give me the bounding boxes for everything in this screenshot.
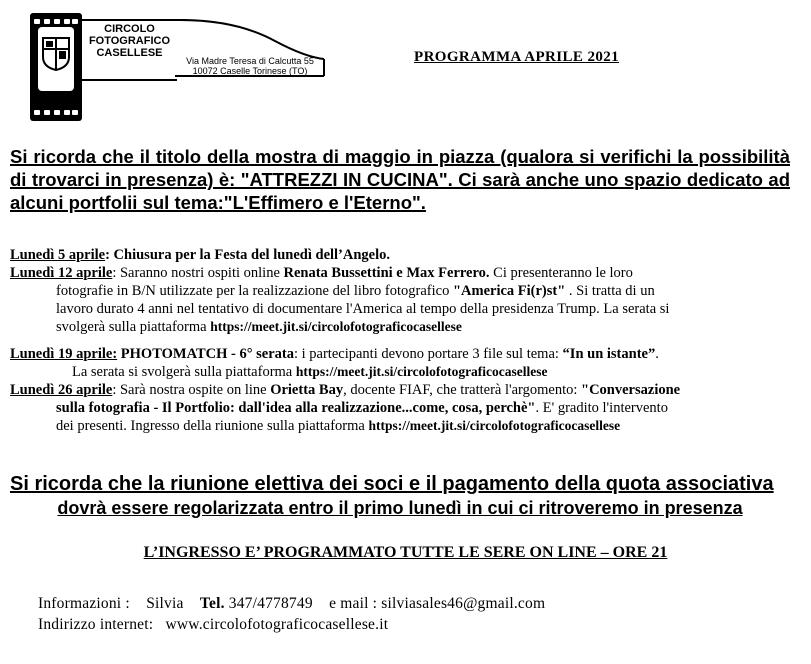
coat-of-arms-icon: [38, 27, 74, 91]
event-title: PHOTOMATCH - 6° serata: [120, 346, 294, 362]
event-topic: "Conversazione: [581, 382, 681, 398]
logo-club-name: CIRCOLO FOTOGRAFICO CASELLESE: [88, 23, 171, 59]
contact-web-row: [38, 616, 388, 634]
meeting-link[interactable]: https://meet.jit.si/circolofotograficocasellese: [368, 418, 621, 433]
mostra-notice: [10, 145, 790, 214]
event-apr-19: Lunedì 19 aprile: PHOTOMATCH - 6° serata: i partecipanti devono portare 3 file sul tema: “In un istante”. La serata si svolgerà sulla piattaforma https://meet.jit.si/circolofotograficocasellese: [10, 346, 659, 380]
riunione-notice-line2: dovrà essere regolarizzata entro il primo lunedì in cui ci ritroveremo in presenza: [57, 498, 743, 518]
info-label: Informazioni :: [38, 595, 130, 612]
event-guests: Renata Bussettini e Max Ferrero.: [283, 265, 490, 281]
ingresso-notice: L’INGRESSO E’ PROGRAMMATO TUTTE LE SERE ON LINE – ORE 21: [143, 544, 668, 561]
event-guest: Orietta Bay: [270, 382, 344, 398]
contact-info-row: [38, 595, 545, 613]
meeting-link[interactable]: https://meet.jit.si/circolofotograficocasellese: [210, 319, 462, 334]
email-label: e mail :: [329, 595, 378, 612]
event-day: Lunedì 26 aprile: [10, 382, 113, 398]
event-day: Lunedì 12 aprile: [10, 265, 113, 281]
event-text: Chiusura per la Festa del lunedì dell’Angelo.: [113, 247, 391, 263]
web-label: Indirizzo internet:: [38, 616, 154, 633]
event-apr-12: Lunedì 12 aprile: Saranno nostri ospiti online Renata Bussettini e Max Ferrero. Ci presenteranno le loro fotografie in B/N utilizzate per la realizzazione del libro fotografico "America Fi(r)st" . Si tratta di un lavoro durato 4 anni nel tentativo di documentare l'America al tempo della presidenza Trump. La serata si svolgerà sulla piattaforma https://meet.jit.si/circolofotograficocasellese: [10, 265, 670, 335]
event-theme: “In un istante”: [562, 346, 656, 362]
page-title: PROGRAMMA APRILE 2021: [414, 49, 620, 65]
website-link[interactable]: www.circolofotograficocasellese.it: [165, 616, 389, 633]
meeting-link[interactable]: https://meet.jit.si/circolofotograficocasellese: [295, 364, 548, 379]
contact-name: Silvia: [146, 595, 184, 612]
mostra-notice-text: Si ricorda che il titolo della mostra di maggio in piazza (qualora si verifichi la possibilità di trovarci in presenza) è: "ATTREZZI IN CUCINA". Ci sarà anche uno spazio dedicato ad alcuni portfolii sul tema:"L'Effimero e l'Eterno".: [10, 146, 790, 213]
logo-address: Via Madre Teresa di Calcutta 55 10072 Caselle Torinese (TO): [186, 56, 314, 76]
email-address[interactable]: silviasales46@gmail.com: [381, 595, 546, 612]
event-day: Lunedì 5 aprile: [10, 247, 106, 263]
phone-number: 347/4778749: [228, 595, 313, 612]
event-topic-cont: sulla fotografia - Il Portfolio: dall'idea alla realizzazione...come, cosa, perchè": [56, 400, 536, 416]
event-apr-26: Lunedì 26 aprile: Sarà nostra ospite on line Orietta Bay, docente FIAF, che tratterà l'argomento: "Conversazione sulla fotografia - Il Portfolio: dall'idea alla realizzazione...come, cosa, perchè". E' gradito l'intervento dei presenti. Ingresso della riunione sulla piattaforma https://meet.jit.si/circolofotograficocasellese: [10, 382, 681, 434]
event-apr-5: Lunedì 5 aprile: Chiusura per la Festa del lunedì dell’Angelo.: [10, 247, 391, 263]
event-day: Lunedì 19 aprile:: [10, 346, 118, 362]
event-book-title: "America Fi(r)st": [452, 283, 566, 299]
riunione-notice-line1: Si ricorda che la riunione elettiva dei soci e il pagamento della quota associativa: [10, 473, 774, 495]
tel-label: Tel.: [199, 595, 225, 612]
